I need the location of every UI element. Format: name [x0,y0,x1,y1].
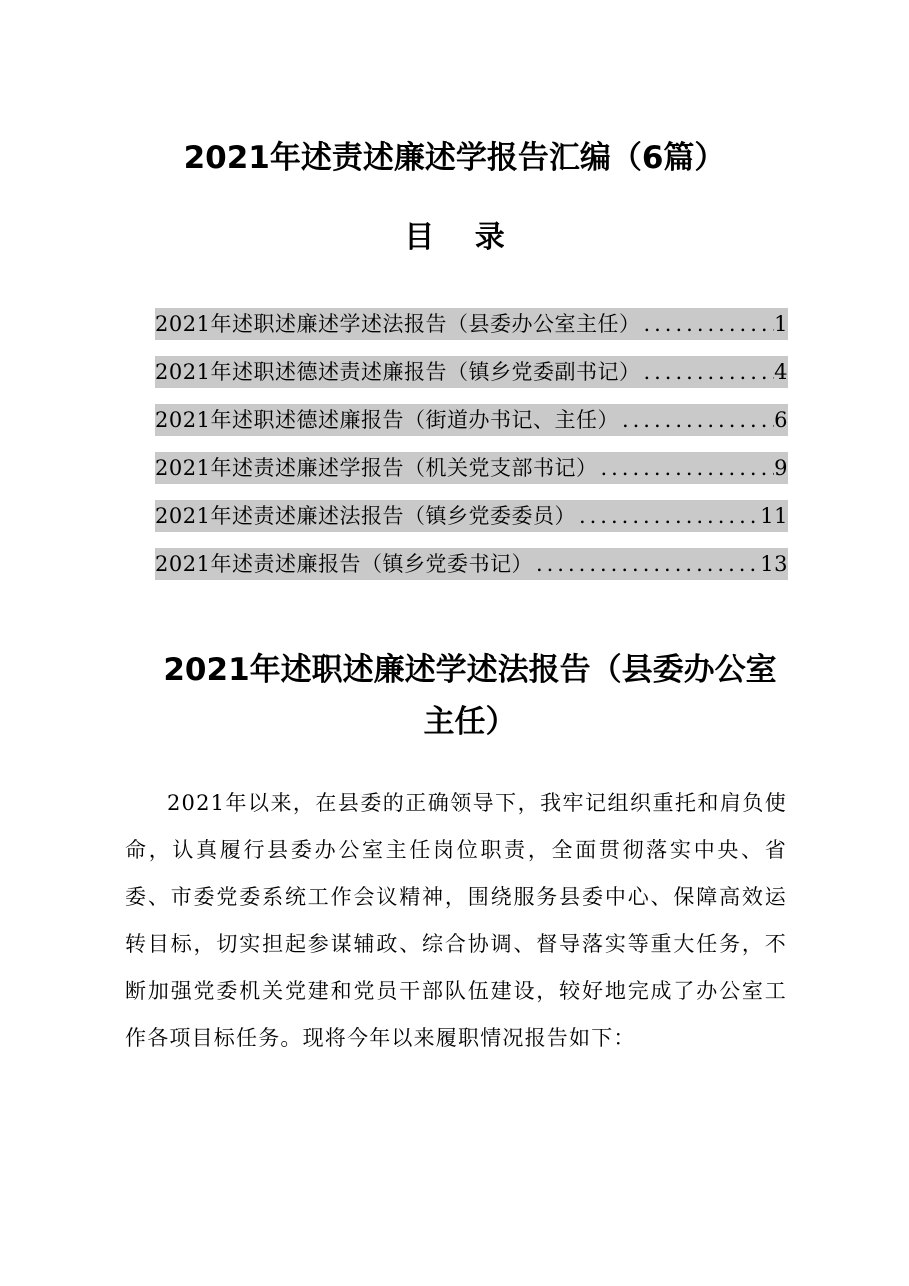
toc-item-label: 2021年述责述廉述学报告（机关党支部书记） [155,456,598,480]
toc-item[interactable] [155,404,788,436]
toc-item[interactable] [155,308,788,340]
toc-item-page: 1 [774,312,788,336]
toc-item-page: 4 [774,360,788,384]
toc-item-label: 2021年述责述廉报告（镇乡党委书记） [155,552,533,576]
toc-item-label: 2021年述职述德述廉报告（街道办书记、主任） [155,408,619,432]
toc-item[interactable] [155,356,788,388]
table-of-contents [155,308,788,596]
toc-item-label: 2021年述职述廉述学述法报告（县委办公室主任） [155,312,641,336]
toc-item-page: 6 [774,408,788,432]
toc-leader-dots [640,308,774,340]
toc-item[interactable] [155,548,788,580]
body-paragraph: 2021年以来，在县委的正确领导下，我牢记组织重托和肩负使命，认真履行县委办公室主任岗位职责，全面贯彻落实中央、省委、市委党委系统工作会议精神，围绕服务县委中心、保障高效运转目标，切实担起参谋辅政、综合协调、督导落实等重大任务，不断加强党委机关党建和党员干部队伍建设，较好地完成了办公室工作各项目标任务。现将今年以来履职情况报告如下： [125,791,787,1050]
toc-leader-dots [640,356,774,388]
toc-heading: 目 录 [404,220,520,255]
toc-leader-dots [576,500,760,532]
document-title: 2021年述责述廉述学报告汇编（6篇） [183,140,726,176]
toc-item-page: 11 [760,504,788,528]
toc-item[interactable] [155,452,788,484]
report-title: 2021年述职述廉述学述法报告（县委办公室主任） [163,652,777,740]
toc-item-label: 2021年述责述廉述法报告（镇乡党委委员） [155,504,576,528]
toc-leader-dots [619,404,774,436]
toc-leader-dots [597,452,774,484]
toc-item-page: 13 [760,552,788,576]
toc-item[interactable] [155,500,788,532]
toc-leader-dots [533,548,760,580]
toc-item-page: 9 [774,456,788,480]
toc-item-label: 2021年述职述德述责述廉报告（镇乡党委副书记） [155,360,641,384]
